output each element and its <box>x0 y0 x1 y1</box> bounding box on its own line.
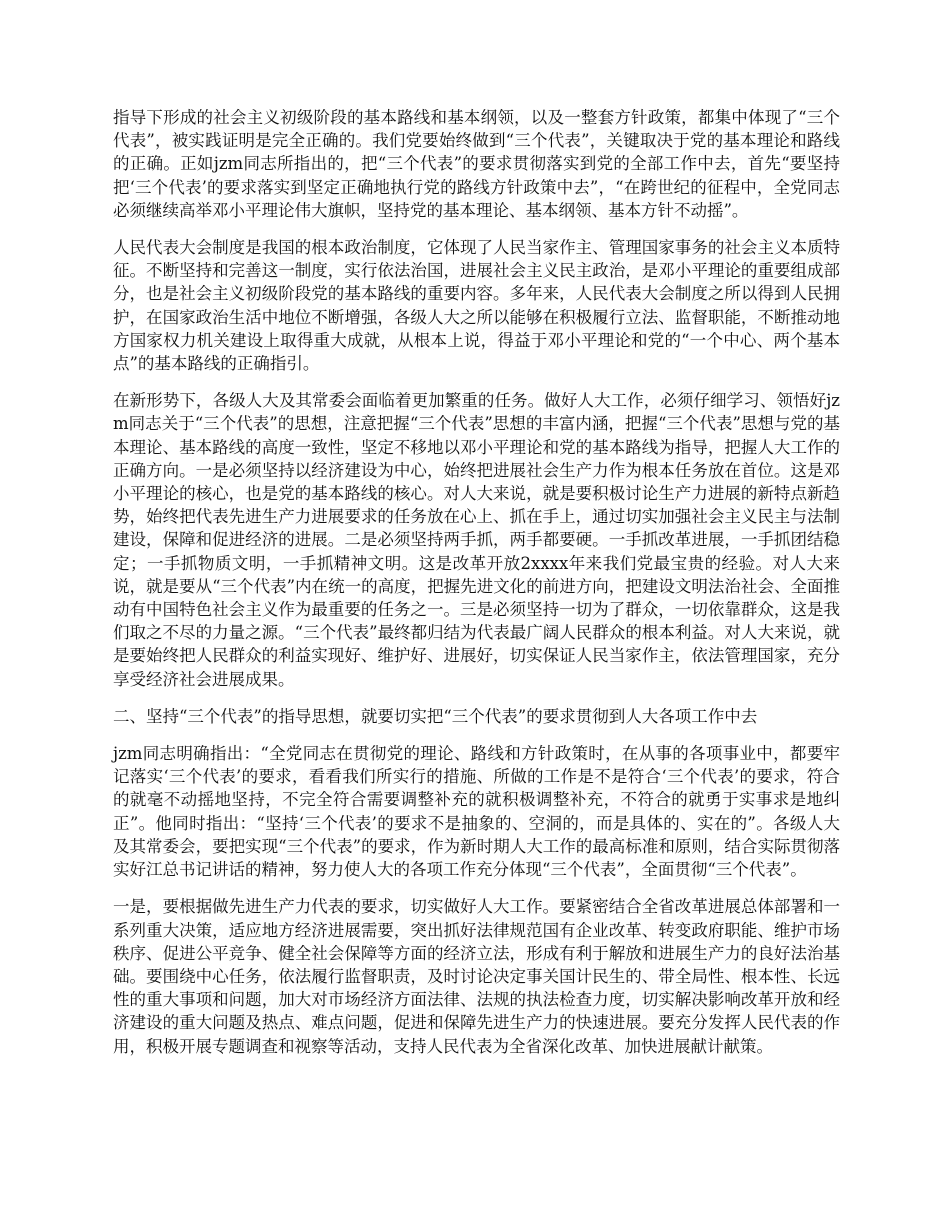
paragraph-productive-forces: 一是，要根据做先进生产力代表的要求，切实做好人大工作。要紧密结合全省改革进展总体部署和一系列重大决策，适应地方经济进展需要，突出抓好法律规范国有企业改革、转变政府职能、维护市场秩序、促进公平竞争、健全社会保障等方面的经济立法，形成有利于解放和进展生产力的良好法治基础。要围绕中心任务，依法履行监督职责，及时讨论决定事关国计民生的、带全局性、根本性、长远性的重大事项和问题，加大对市场经济方面法律、法规的执法检查力度，切实解决影响改革开放和经济建设的重大问题及热点、难点问题，促进和保障先进生产力的快速进展。要充分发挥人民代表的作用，积极开展专题调查和视察等活动，支持人民代表为全省深化改革、加快进展献计献策。 <box>113 897 840 1056</box>
paragraph-jzm-instruction: jzm同志明确指出：“全党同志在贯彻党的理论、路线和方针政策时，在从事的各项事业中，都要牢记落实‘三个代表’的要求，看看我们所实行的措施、所做的工作是不是符合‘三个代表’的要求，符合的就毫不动摇地坚持，不完全符合需要调整补充的就积极调整补充，不符合的就勇于实事求是地纠正”。他同时指出：“坚持‘三个代表’的要求不是抽象的、空洞的，而是具体的、实在的”。各级人大及其常委会，要把实现“三个代表”的要求，作为新时期人大工作的最高标准和原则，结合实际贯彻落实好江总书记讲话的精神，努力使人大的各项工作充分体现“三个代表”，全面贯彻“三个代表”。 <box>113 744 840 880</box>
paragraph-peoples-congress-system: 人民代表大会制度是我国的根本政治制度，它体现了人民当家作主、管理国家事务的社会主义本质特征。不断坚持和完善这一制度，实行依法治国，进展社会主义民主政治，是邓小平理论的重要组成部分，也是社会主义初级阶段党的基本路线的重要内容。多年来，人民代表大会制度之所以得到人民拥护，在国家政治生活中地位不断增强，各级人大之所以能够在积极履行立法、监督职能，不断推动地方国家权力机关建设上取得重大成就，从根本上说，得益于邓小平理论和党的“一个中心、两个基本点”的基本路线的正确指引。 <box>113 238 840 374</box>
section-heading-two: 二、坚持“三个代表”的指导思想，就要切实把“三个代表”的要求贯彻到人大各项工作中去 <box>113 706 758 726</box>
paragraph-party-line: 指导下形成的社会主义初级阶段的基本路线和基本纲领，以及一整套方针政策，都集中体现了“三个代表”，被实践证明是完全正确的。我们党要始终做到“三个代表”，关键取决于党的基本理论和路线的正确。正如jzm同志所指出的，把“三个代表”的要求贯彻落实到党的全部工作中去，首先“要坚持把‘三个代表’的要求落实到坚定正确地执行党的路线方针政策中去”，“在跨世纪的征程中，全党同志必须继续高举邓小平理论伟大旗帜，坚持党的基本理论、基本纲领、基本方针不动摇”。 <box>113 108 840 220</box>
paragraph-new-situation-tasks: 在新形势下，各级人大及其常委会面临着更加繁重的任务。做好人大工作，必须仔细学习、领悟好jzm同志关于“三个代表”的思想，注意把握“三个代表”思想的丰富内涵，把握“三个代表”思想与党的基本理论、基本路线的高度一致性，坚定不移地以邓小平理论和党的基本路线为指导，把握人大工作的正确方向。一是必须坚持以经济建设为中心，始终把进展社会生产力作为根本任务放在首位。这是邓小平理论的核心，也是党的基本路线的核心。对人大来说，就是要积极讨论生产力进展的新特点新趋势，始终把代表先进生产力进展要求的任务放在心上、抓在手上，通过切实加强社会主义民主与法制建设，保障和促进经济的进展。二是必须坚持两手抓，两手都要硬。一手抓改革进展，一手抓团结稳定；一手抓物质文明，一手抓精神文明。这是改革开放2xxxx年来我们党最宝贵的经验。对人大来说，就是要从“三个代表”内在统一的高度，把握先进文化的前进方向，把建设文明法治社会、全面推动有中国特色社会主义作为最重要的任务之一。三是必须坚持一切为了群众，一切依靠群众，这是我们取之不尽的力量之源。“三个代表”最终都归结为代表最广阔人民群众的根本利益。对人大来说，就是要始终把人民群众的利益实现好、维护好、进展好，切实保证人民当家作主，依法管理国家，充分享受经济社会进展成果。 <box>113 391 840 689</box>
document-body <box>113 106 840 1072</box>
